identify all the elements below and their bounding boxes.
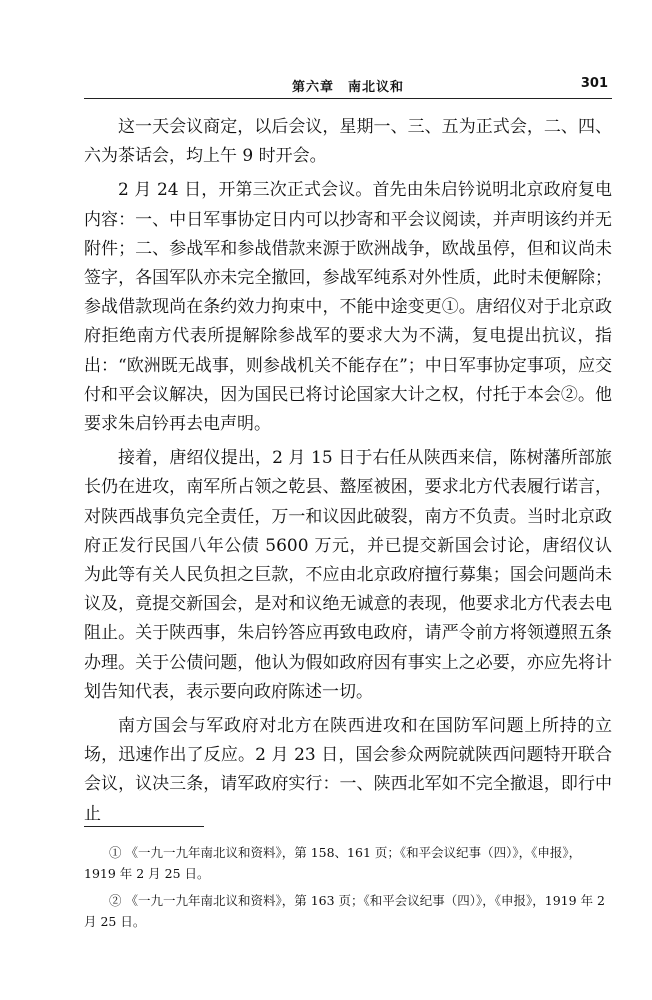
footnote-1: ① 《一九一九年南北议和资料》，第 158、161 页；《和平会议纪事（四）》，《申报》，1919 年 2 月 25 日。 [84,845,582,881]
footnote-divider [84,826,204,827]
footnote-2: ② 《一九一九年南北议和资料》，第 163 页；《和平会议纪事（四）》，《申报》，1919 年 2 月 25 日。 [84,893,605,929]
page-number: 301 [580,76,608,91]
chapter-title: 第六章 南北议和 [291,80,404,95]
paragraph: 接着，唐绍仪提出，2 月 15 日于右任从陕西来信，陈树藩所部旅长仍在进攻，南军所占领之乾县、盩厔被困，要求北方代表履行诺言，对陕西战事负完全责任，万一和议因此破裂，南方不负责。当时北京政府正发行民国八年公债 5600 万元，并已提交新国会讨论，唐绍仪认为此等有关人民负担之巨款，不应由北京政府擅行募集；国会问题尚未议及，竟提交新国会，是对和议绝无诚意的表现，他要求北方代表去电阻止。关于陕西事，朱启钤答应再致电政府，请严令前方将领遵照五条办理。关于公债问题，他认为假如政府因有事实上之必要，亦应先将计划告知代表，表示要向政府陈述一切。 [84,448,612,702]
footnotes [84,842,612,938]
running-header [84,74,612,99]
paragraph: 南方国会与军政府对北方在陕西进攻和在国防军问题上所持的立场，迅速作出了反应。2 月 23 日，国会参众两院就陕西问题特开联合会议，议决三条，请军政府实行：一、陕西北军如不完全撤退，即行中止 [84,716,612,824]
paragraph: 这一天会议商定，以后会议，星期一、三、五为正式会，二、四、六为茶话会，均上午 9 时开会。 [84,117,612,167]
body-text [84,113,612,834]
paragraph: 2 月 24 日，开第三次正式会议。首先由朱启钤说明北京政府复电内容：一、中日军事协定日内可以抄寄和平会议阅读，并声明该约并无附件；二、参战军和参战借款来源于欧洲战争，欧战虽停，但和议尚未签字，各国军队亦未完全撤回，参战军纯系对外性质，此时未便解除；参战借款现尚在条约效力拘束中，不能中途变更①。唐绍仪对于北京政府拒绝南方代表所提解除参战军的要求大为不满，复电提出抗议，指出：“欧洲既无战事，则参战机关不能存在”；中日军事协定事项，应交付和平会议解决，因为国民已将讨论国家大计之权，付托于本会②。他要求朱启钤再去电声明。 [84,180,612,435]
